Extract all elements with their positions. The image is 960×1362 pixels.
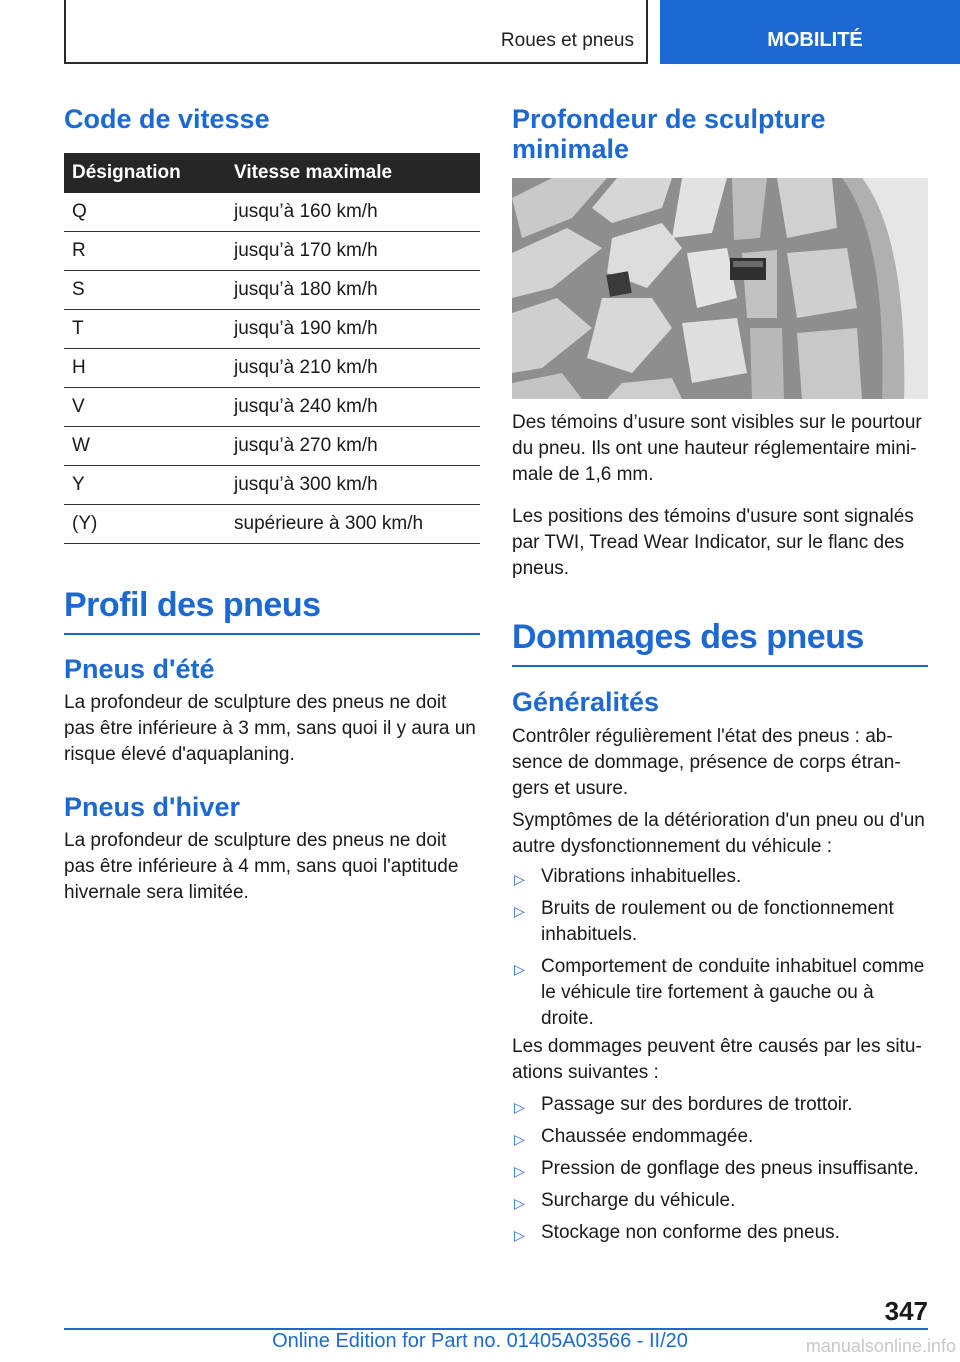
speed-code-cell: Y bbox=[64, 466, 234, 505]
cause-text: Passage sur des bordures de trottoir. bbox=[541, 1094, 853, 1115]
list-item bbox=[512, 1092, 928, 1118]
list-item bbox=[512, 1220, 928, 1246]
table-row bbox=[64, 193, 480, 232]
bullet-triangle-icon: ▷ bbox=[514, 1163, 525, 1179]
speed-code-cell: V bbox=[64, 388, 234, 427]
list-item bbox=[512, 1156, 928, 1182]
list-item bbox=[512, 896, 928, 948]
max-speed-cell: jusqu’à 160 km/h bbox=[234, 193, 480, 232]
symptoms-intro-text: Symptômes de la détérioration d'un pneu ou d'un autre dysfonctionnement du véhicule : bbox=[512, 810, 925, 857]
max-speed-cell: jusqu’à 170 km/h bbox=[234, 232, 480, 271]
winter-tires-heading: Pneus d'hiver bbox=[64, 792, 240, 822]
bullet-triangle-icon: ▷ bbox=[514, 871, 525, 887]
table-row bbox=[64, 310, 480, 349]
general-heading: Généralités bbox=[512, 687, 660, 717]
header-section-title: Roues et pneus bbox=[500, 30, 634, 51]
column-header-max-speed: Vitesse maximale bbox=[234, 153, 480, 193]
max-speed-cell: jusqu’à 270 km/h bbox=[234, 427, 480, 466]
bullet-triangle-icon: ▷ bbox=[514, 903, 525, 919]
speed-code-cell: T bbox=[64, 310, 234, 349]
list-item bbox=[512, 954, 928, 1032]
speed-code-heading: Code de vitesse bbox=[64, 104, 270, 134]
bullet-triangle-icon: ▷ bbox=[514, 961, 525, 977]
bullet-triangle-icon: ▷ bbox=[514, 1099, 525, 1115]
watermark-logo: manualsonline.info bbox=[805, 1336, 956, 1356]
winter-tires-text: La profondeur de sculpture des pneus ne doit pas être inférieure à 4 mm, sans quoi l'aptitude hivernale sera limitée. bbox=[64, 830, 459, 903]
list-item bbox=[512, 1124, 928, 1150]
cause-text: Surcharge du véhicule. bbox=[541, 1190, 736, 1211]
speed-code-cell: R bbox=[64, 232, 234, 271]
max-speed-cell: jusqu’à 190 km/h bbox=[234, 310, 480, 349]
general-intro-text: Contrôler régulièrement l'état des pneus : absence de dommage, présence de corps étrangers et usure. bbox=[512, 726, 901, 799]
twi-paragraph: Les positions des témoins d'usure sont signalés par TWI, Tread Wear Indicator, sur le flanc des pneus. bbox=[512, 506, 914, 579]
speed-code-cell: H bbox=[64, 349, 234, 388]
max-speed-cell: jusqu’à 210 km/h bbox=[234, 349, 480, 388]
max-speed-cell: jusqu’à 180 km/h bbox=[234, 271, 480, 310]
table-row bbox=[64, 232, 480, 271]
min-depth-heading: Profondeur de sculpture minimale bbox=[512, 104, 826, 164]
summer-tires-text: La profondeur de sculpture des pneus ne doit pas être inférieure à 3 mm, sans quoi il y aura un risque élevé d'aquaplaning. bbox=[64, 692, 476, 765]
page-number: 347 bbox=[884, 1296, 928, 1326]
list-item bbox=[512, 1188, 928, 1214]
max-speed-cell: supérieure à 300 km/h bbox=[234, 505, 480, 544]
causes-list bbox=[512, 1092, 928, 1246]
table-row bbox=[64, 349, 480, 388]
edition-label: Online Edition for Part no. 01405A03566 - II/20 bbox=[272, 1330, 688, 1352]
list-item bbox=[512, 864, 928, 890]
table-header-row bbox=[64, 153, 480, 193]
bullet-triangle-icon: ▷ bbox=[514, 1227, 525, 1243]
speed-code-cell: (Y) bbox=[64, 505, 234, 544]
table-row bbox=[64, 466, 480, 505]
summer-tires-heading: Pneus d'été bbox=[64, 654, 215, 684]
symptoms-list bbox=[512, 864, 928, 1032]
max-speed-cell: jusqu’à 300 km/h bbox=[234, 466, 480, 505]
header-chapter-tab[interactable]: MOBILITÉ bbox=[660, 0, 960, 64]
speed-code-cell: Q bbox=[64, 193, 234, 232]
table-row bbox=[64, 271, 480, 310]
table-row bbox=[64, 505, 480, 544]
symptom-text: Comportement de conduite inhabituel comme le véhicule tire fortement à gauche ou à droite. bbox=[541, 956, 925, 1029]
table-row bbox=[64, 427, 480, 466]
causes-intro-text: Les dommages peuvent être causés par les situations suivantes : bbox=[512, 1036, 922, 1083]
tire-profile-heading: Profil des pneus bbox=[64, 585, 480, 635]
speed-code-cell: S bbox=[64, 271, 234, 310]
cause-text: Chaussée endommagée. bbox=[541, 1126, 754, 1147]
symptom-text: Bruits de roulement ou de fonctionnement inhabituels. bbox=[541, 898, 894, 945]
table-row bbox=[64, 388, 480, 427]
bullet-triangle-icon: ▷ bbox=[514, 1195, 525, 1211]
bullet-triangle-icon: ▷ bbox=[514, 1131, 525, 1147]
speed-code-table bbox=[64, 153, 480, 544]
cause-text: Stockage non conforme des pneus. bbox=[541, 1222, 840, 1243]
speed-code-cell: W bbox=[64, 427, 234, 466]
cause-text: Pression de gonflage des pneus insuffisante. bbox=[541, 1158, 919, 1179]
wear-indicator-paragraph: Des témoins d’usure sont visibles sur le pourtour du pneu. Ils ont une hauteur réglementaire minimale de 1,6 mm. bbox=[512, 412, 922, 485]
max-speed-cell: jusqu’à 240 km/h bbox=[234, 388, 480, 427]
symptom-text: Vibrations inhabituelles. bbox=[541, 866, 742, 887]
column-header-designation: Désignation bbox=[64, 153, 234, 193]
tire-damage-heading: Dommages des pneus bbox=[512, 617, 928, 667]
tread-wear-indicator-image bbox=[512, 178, 928, 399]
